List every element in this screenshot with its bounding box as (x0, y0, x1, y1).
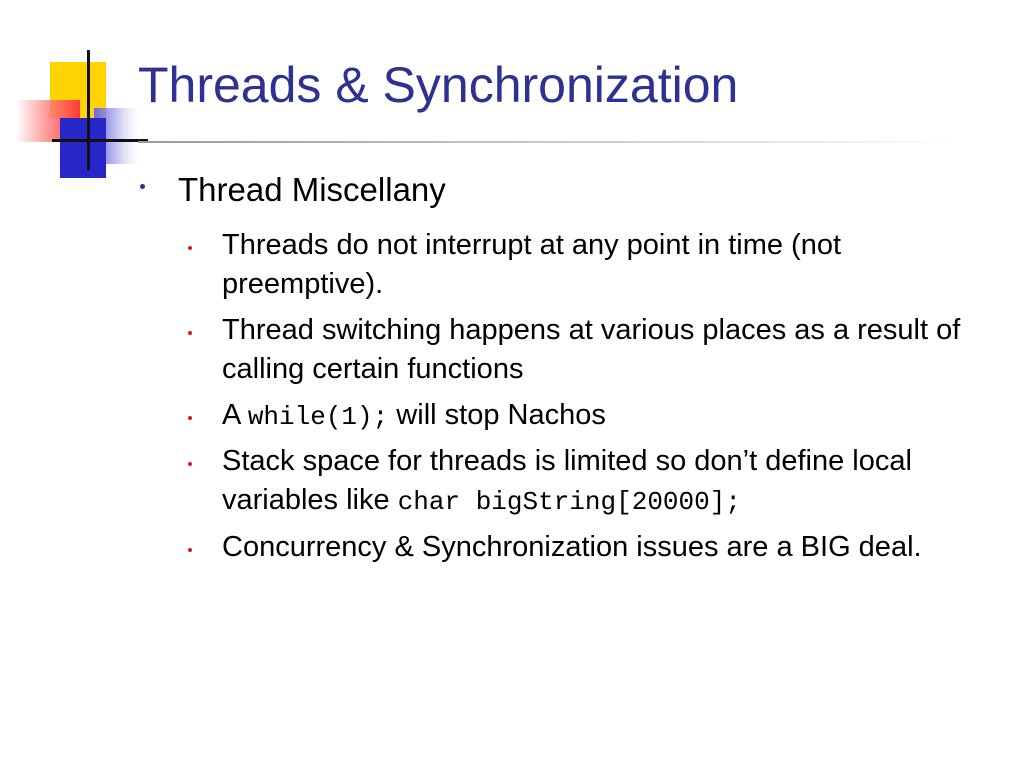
bullet-dot-icon (188, 548, 192, 552)
code-snippet: while(1); (247, 402, 389, 433)
sub-bullet (184, 226, 982, 304)
slide-body (140, 170, 1000, 574)
logo-blue-square (60, 118, 106, 178)
sub-bullet (184, 528, 982, 567)
bullet-level1-text: Thread Miscellany (178, 171, 446, 208)
sub-bullet (184, 311, 982, 389)
slide-title: Threads & Synchronization (138, 57, 739, 113)
bullet-level1 (140, 170, 1000, 210)
logo-horizontal-line (52, 139, 148, 142)
sub-bullet-list (184, 226, 1000, 567)
sub-bullet (184, 442, 982, 520)
sub-bullet-text: Thread switching happens at various places as a result of calling certain functions (222, 313, 961, 386)
bullet-dot-icon (188, 246, 192, 250)
bullet-dot-icon (188, 462, 192, 466)
bullet-dot-icon (188, 331, 192, 335)
sub-bullet-text-prefix: A (222, 399, 248, 432)
code-snippet: char bigString[20000]; (397, 487, 741, 518)
sub-bullet-text-suffix: will stop Nachos (388, 399, 606, 432)
sub-bullet (184, 396, 982, 435)
sub-bullet-text: Threads do not interrupt at any point in time (not preemptive). (222, 228, 842, 300)
slide-logo-squares-icon (0, 0, 160, 190)
sub-bullet-text: Concurrency & Synchronization issues are a BIG deal. (222, 530, 922, 563)
bullet-dot-icon (188, 416, 192, 420)
title-divider (138, 141, 958, 143)
bullet-dot-icon (140, 184, 145, 189)
sub-bullet-text-prefix: Stack space for threads is limited so don’t define local variables like (222, 445, 912, 517)
logo-vertical-line (87, 50, 90, 170)
